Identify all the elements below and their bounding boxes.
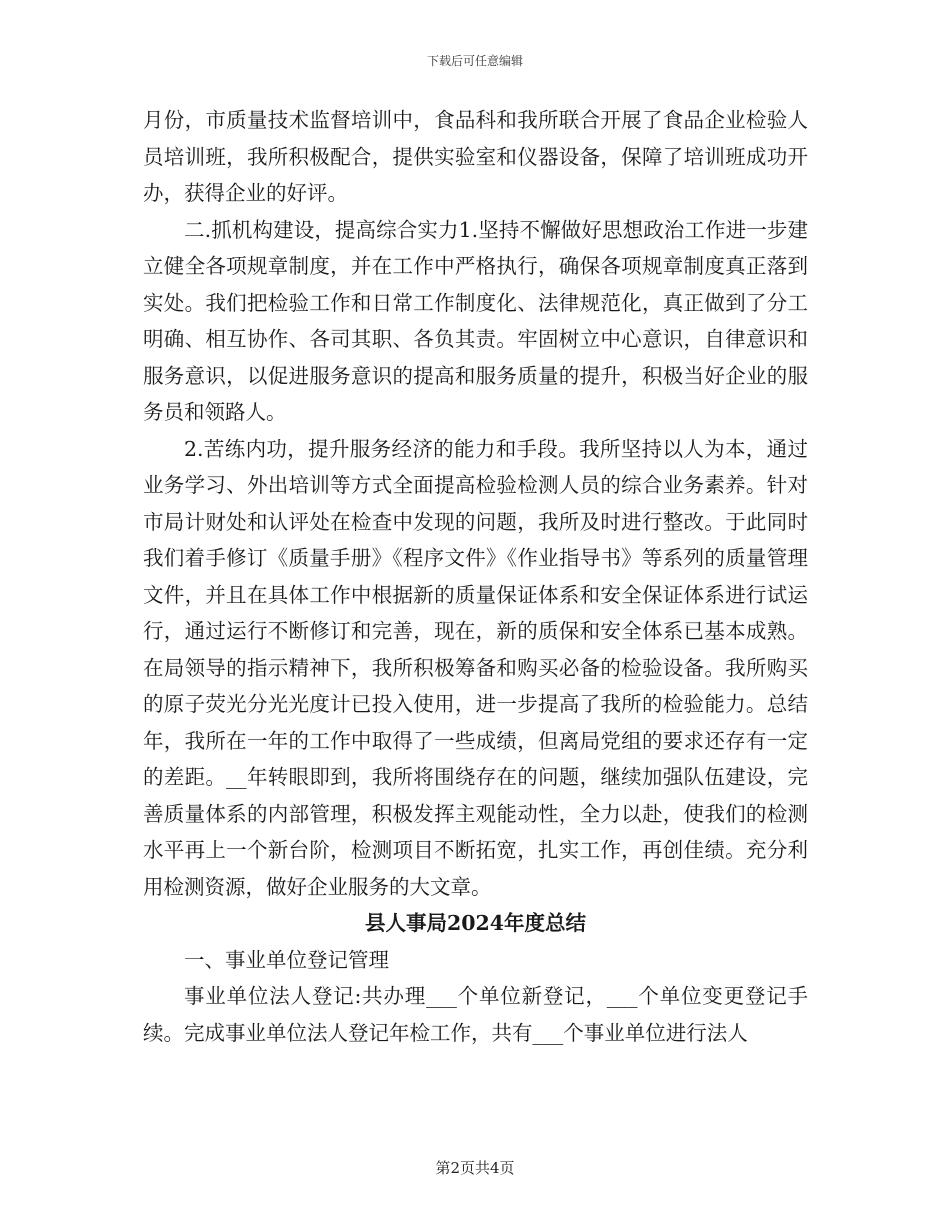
paragraph-4: 事业单位法人登记:共办理___个单位新登记，___个单位变更登记手续。完成事业单位法人登记年检工作，共有___个事业单位进行法人 (143, 984, 808, 1045)
section-heading-1: 一、事业单位登记管理 (184, 947, 389, 972)
page-header-note: 下载后可任意编辑 (426, 54, 523, 68)
document-body (143, 102, 808, 1051)
page-number: 第2页共4页 (435, 1159, 515, 1177)
paragraph-1: 月份，市质量技术监督培训中，食品科和我所联合开展了食品企业检验人员培训班，我所积极配合，提供实验室和仪器设备，保障了培训班成功开办，获得企业的好评。 (143, 108, 808, 205)
paragraph-2: 二.抓机构建设，提高综合实力1.坚持不懈做好思想政治工作进一步建立健全各项规章制度，并在工作中严格执行，确保各项规章制度真正落到实处。我们把检验工作和日常工作制度化、法律规范化，真正做到了分工明确、相互协作、各司其职、各负其责。牢固树立中心意识，自律意识和服务意识，以促进服务意识的提高和服务质量的提升，积极当好企业的服务员和领路人。 (143, 217, 808, 424)
paragraph-3: 2.苦练内功，提升服务经济的能力和手段。我所坚持以人为本，通过业务学习、外出培训等方式全面提高检验检测人员的综合业务素养。针对市局计财处和认评处在检查中发现的问题，我所及时进行整改。于此同时我们着手修订《质量手册》《程序文件》《作业指导书》等系列的质量管理文件，并且在具体工作中根据新的质量保证体系和安全保证体系进行试运行，通过运行不断修订和完善，现在，新的质保和安全体系已基本成熟。在局领导的指示精神下，我所积极筹备和购买必备的检验设备。我所购买的原子荧光分光光度计已投入使用，进一步提高了我所的检验能力。总结年，我所在一年的工作中取得了一些成绩，但离局党组的要求还存有一定的差距。__年转眼即到，我所将围绕存在的问题，继续加强队伍建设，完善质量体系的内部管理，积极发挥主观能动性，全力以赴，使我们的检测水平再上一个新台阶，检测项目不断拓宽，扎实工作，再创佳绩。充分利用检测资源，做好企业服务的大文章。 (143, 436, 808, 899)
section-title: 县人事局2024年度总结 (364, 911, 587, 935)
